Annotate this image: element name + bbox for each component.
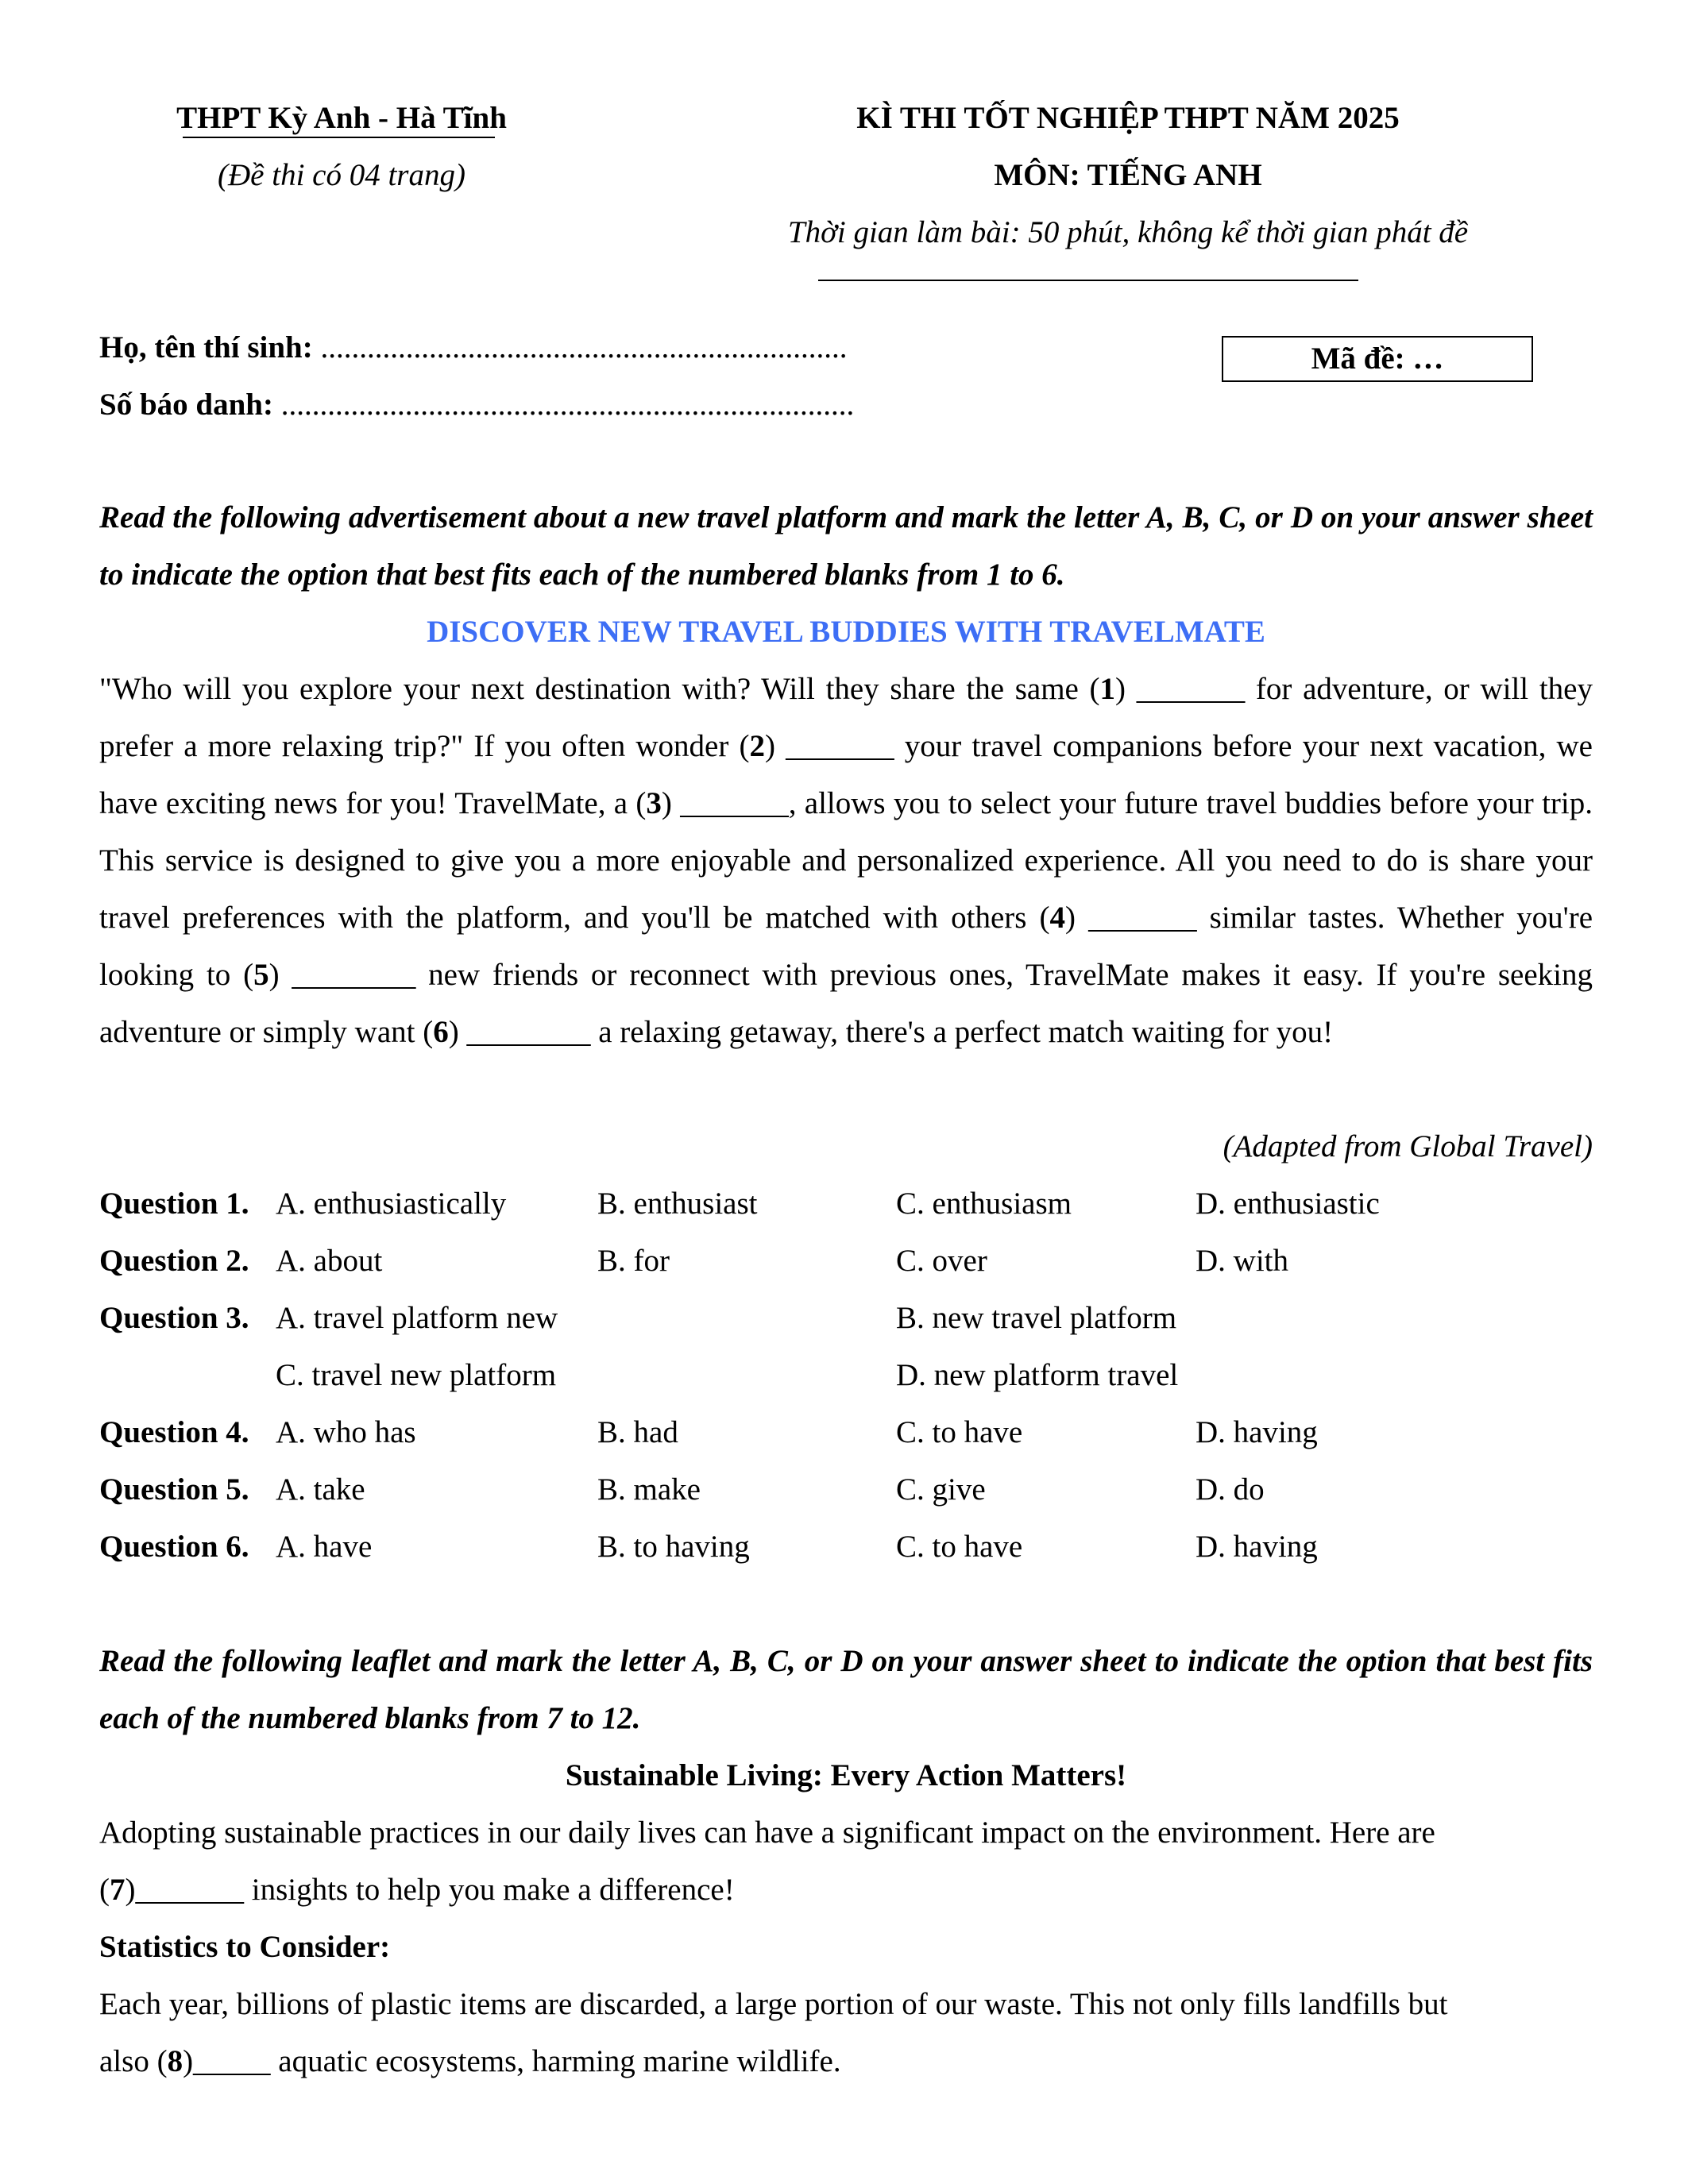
candidate-id-row (99, 376, 854, 434)
option-d[interactable]: D. having (1196, 1415, 1318, 1449)
option-c[interactable]: C. travel new platform (276, 1358, 557, 1392)
candidate-id-field[interactable]: .......................................................................... (280, 388, 855, 422)
passage-text: ) ________ new friends or reconnect with previous ones, TravelMate makes it easy. If you're seeking adventure or simply want ( (99, 958, 1593, 1049)
question-label: Question 6. (99, 1530, 249, 1564)
time-note: Thời gian làm bài: 50 phút, không kể thời gian phát đề (787, 215, 1469, 249)
title-underline (818, 280, 1358, 281)
section1-title: DISCOVER NEW TRAVEL BUDDIES WITH TRAVELMATE (427, 615, 1265, 649)
blank-number-7: 7 (110, 1873, 126, 1907)
stats-line1: Each year, billions of plastic items are discarded, a large portion of our waste. This not only fills landfills but (99, 1987, 1448, 2021)
exam-code-box: Mã đề: … (1222, 336, 1533, 382)
section2-intro-line2: (7)_______ insights to help you make a difference! (99, 1873, 735, 1907)
exam-title: KÌ THI TỐT NGHIỆP THPT NĂM 2025 (856, 101, 1400, 135)
option-a[interactable]: A. take (276, 1472, 365, 1507)
blank-number-4: 4 (1049, 901, 1065, 935)
option-b[interactable]: B. had (597, 1415, 678, 1449)
section1-instruction: Read the following advertisement about a new travel platform and mark the letter A, B, C, or D on your answer sheet to indicate the option that best fits each of the numbered blanks from 1 to 6. (99, 500, 1593, 592)
option-a[interactable]: A. enthusiastically (276, 1187, 507, 1221)
option-d[interactable]: D. enthusiastic (1196, 1187, 1380, 1221)
option-d[interactable]: D. new platform travel (896, 1358, 1179, 1392)
passage-text: _______ insights to help you make a difference! (135, 1873, 735, 1907)
blank-number-3: 3 (646, 786, 662, 820)
passage-source: (Adapted from Global Travel) (1223, 1129, 1593, 1163)
question-6 (99, 1518, 1593, 1576)
question-1 (99, 1175, 1593, 1233)
candidate-name-field[interactable]: .................................................................... (320, 330, 848, 365)
option-b[interactable]: B. new travel platform (896, 1301, 1177, 1335)
blank-number-8: 8 (167, 2044, 183, 2078)
question-4 (99, 1404, 1593, 1461)
blank-number-5: 5 (253, 958, 269, 992)
stats-heading: Statistics to Consider: (99, 1930, 391, 1964)
blank-number-1: 1 (1099, 672, 1116, 706)
section2-instruction: Read the following leaflet and mark the letter A, B, C, or D on your answer sheet to indicate the option that best fits each of the numbered blanks from 7 to 12. (99, 1644, 1593, 1735)
passage-text: ) ________ a relaxing getaway, there's a perfect match waiting for you! (448, 1015, 1334, 1049)
question-3 (99, 1290, 1593, 1347)
passage-text: ) _______ your travel companions before your next vacation, we have exciting news for you! TravelMate, a ( (99, 729, 1593, 820)
option-c[interactable]: C. to have (896, 1530, 1023, 1564)
candidate-name-label: Họ, tên thí sinh: (99, 330, 313, 365)
option-b[interactable]: B. make (597, 1472, 701, 1507)
passage-text: ) _______ similar tastes. Whether you're looking to ( (99, 901, 1593, 992)
option-c[interactable]: C. give (896, 1472, 986, 1507)
option-d[interactable]: D. with (1196, 1244, 1288, 1278)
question-label: Question 1. (99, 1187, 249, 1221)
blank-number-6: 6 (433, 1015, 449, 1049)
question-3-cont (99, 1347, 1593, 1404)
passage-text: )_____ aquatic ecosystems, harming marine wildlife. (183, 2044, 841, 2078)
option-a[interactable]: A. have (276, 1530, 373, 1564)
option-d[interactable]: D. having (1196, 1530, 1318, 1564)
option-a[interactable]: A. about (276, 1244, 383, 1278)
candidate-name-row (99, 319, 847, 376)
section2-title: Sustainable Living: Every Action Matters! (565, 1758, 1127, 1792)
blank-number-2: 2 (749, 729, 765, 763)
option-b[interactable]: B. to having (597, 1530, 750, 1564)
option-c[interactable]: C. enthusiasm (896, 1187, 1072, 1221)
option-c[interactable]: C. over (896, 1244, 987, 1278)
pages-note: (Đề thi có 04 trang) (218, 158, 465, 192)
option-c[interactable]: C. to have (896, 1415, 1023, 1449)
question-2 (99, 1233, 1593, 1290)
question-label: Question 5. (99, 1472, 249, 1507)
option-a[interactable]: A. travel platform new (276, 1301, 558, 1335)
section1-passage (99, 661, 1593, 1061)
passage-text: ) _______ for adventure, or will they prefer a more relaxing trip?" If you often wonder ( (99, 672, 1593, 763)
question-label: Question 4. (99, 1415, 249, 1449)
stats-line2 (99, 2033, 1593, 2090)
question-5 (99, 1461, 1593, 1518)
passage-text: ) _______, allows you to select your future travel buddies before your trip. This service is designed to give you a more enjoyable and personalized experience. All you need to do is share your travel preferences with the platform, and you'll be matched with others ( (99, 786, 1593, 935)
option-a[interactable]: A. who has (276, 1415, 416, 1449)
candidate-id-label: Số báo danh: (99, 388, 273, 422)
option-b[interactable]: B. for (597, 1244, 670, 1278)
section2-intro-line1: Adopting sustainable practices in our daily lives can have a significant impact on the environment. Here are (99, 1815, 1435, 1850)
option-b[interactable]: B. enthusiast (597, 1187, 758, 1221)
school-underline (183, 137, 495, 138)
question-label: Question 2. (99, 1244, 249, 1278)
passage-text: also ( (99, 2044, 168, 2078)
passage-text: "Who will you explore your next destination with? Will they share the same ( (99, 672, 1100, 706)
subject-title: MÔN: TIẾNG ANH (994, 158, 1262, 192)
option-d[interactable]: D. do (1196, 1472, 1265, 1507)
question-label: Question 3. (99, 1301, 249, 1335)
school-name: THPT Kỳ Anh - Hà Tĩnh (176, 101, 507, 135)
